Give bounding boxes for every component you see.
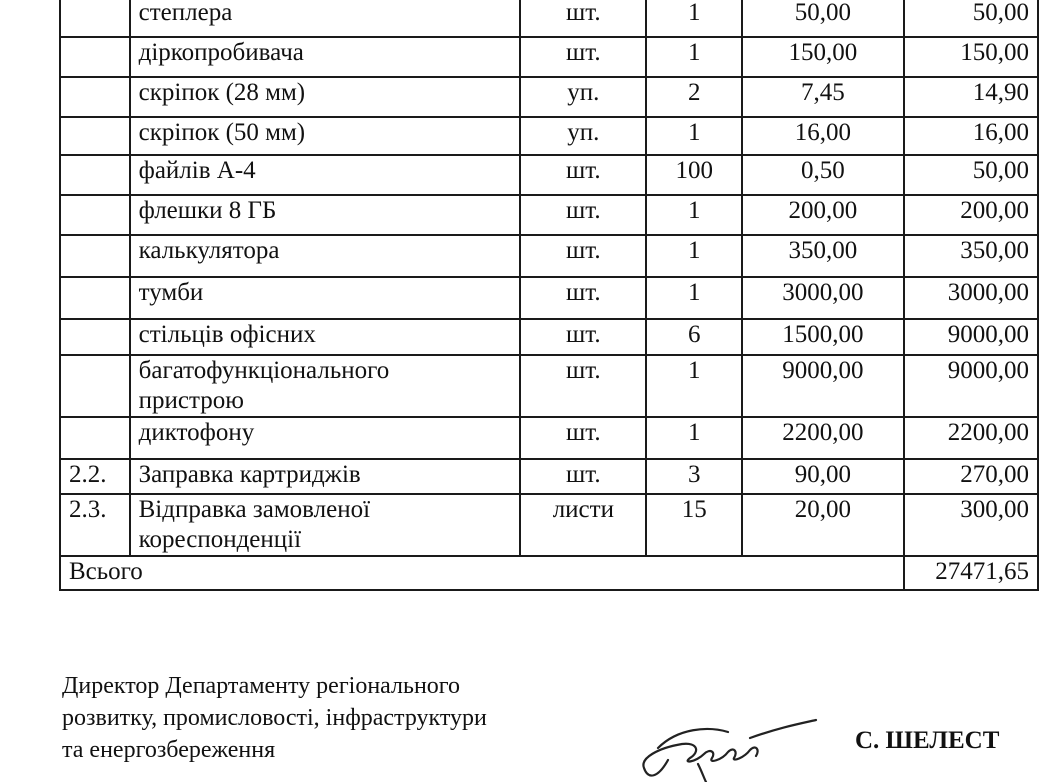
item-name-cell bbox=[130, 319, 521, 355]
price-cell: 9000,00 bbox=[742, 355, 903, 417]
item-name-line: скріпок (28 мм) bbox=[138, 79, 306, 106]
row-number-cell bbox=[60, 319, 130, 355]
item-name-line: діркопробивача bbox=[138, 39, 304, 66]
sum-cell: 50,00 bbox=[904, 155, 1038, 195]
table-row bbox=[60, 355, 1038, 417]
price-cell: 90,00 bbox=[742, 459, 903, 494]
item-name-line: скріпок (50 мм) bbox=[138, 119, 306, 146]
quantity-cell: 2 bbox=[646, 77, 742, 117]
table-row bbox=[60, 417, 1038, 459]
unit-cell: уп. bbox=[520, 117, 646, 155]
unit-cell: шт. bbox=[520, 417, 646, 459]
price-cell: 2200,00 bbox=[742, 417, 903, 459]
unit-cell: листи bbox=[520, 494, 646, 556]
price-cell: 50,00 bbox=[742, 0, 903, 37]
quantity-cell: 1 bbox=[646, 117, 742, 155]
sum-cell: 9000,00 bbox=[904, 319, 1038, 355]
row-number-cell bbox=[60, 235, 130, 277]
signatory-title-line: та енергозбереження bbox=[62, 737, 276, 763]
quantity-cell: 1 bbox=[646, 277, 742, 319]
table-row bbox=[60, 77, 1038, 117]
item-name-cell bbox=[130, 459, 521, 494]
total-row bbox=[60, 556, 1038, 590]
signatory-title-line: Директор Департаменту регіонального bbox=[62, 673, 461, 699]
row-number-cell bbox=[60, 77, 130, 117]
signatory-title-line: розвитку, промисловості, інфраструктури bbox=[62, 705, 487, 731]
sum-cell: 150,00 bbox=[904, 37, 1038, 77]
quantity-cell: 3 bbox=[646, 459, 742, 494]
unit-cell: шт. bbox=[520, 355, 646, 417]
unit-cell: шт. bbox=[520, 0, 646, 37]
price-cell: 7,45 bbox=[742, 77, 903, 117]
unit-cell: шт. bbox=[520, 319, 646, 355]
item-name-line: Відправка замовленої bbox=[138, 496, 371, 523]
table-row bbox=[60, 277, 1038, 319]
sum-cell: 2200,00 bbox=[904, 417, 1038, 459]
item-name-cell bbox=[130, 155, 521, 195]
sum-cell: 200,00 bbox=[904, 195, 1038, 235]
item-name-cell bbox=[130, 235, 521, 277]
item-name-line: калькулятора bbox=[138, 237, 280, 264]
item-name-line: флешки 8 ГБ bbox=[138, 197, 277, 224]
row-number-cell bbox=[60, 37, 130, 77]
row-number-cell bbox=[60, 117, 130, 155]
sum-cell: 14,90 bbox=[904, 77, 1038, 117]
expense-table bbox=[59, 0, 1039, 591]
table-row bbox=[60, 117, 1038, 155]
unit-cell: шт. bbox=[520, 37, 646, 77]
quantity-cell: 6 bbox=[646, 319, 742, 355]
quantity-cell: 15 bbox=[646, 494, 742, 556]
table-row bbox=[60, 0, 1038, 37]
item-name-cell bbox=[130, 277, 521, 319]
table-row bbox=[60, 319, 1038, 355]
expense-table-body bbox=[60, 0, 1038, 590]
table-row bbox=[60, 195, 1038, 235]
row-number-cell bbox=[60, 195, 130, 235]
unit-cell: уп. bbox=[520, 77, 646, 117]
sum-cell: 3000,00 bbox=[904, 277, 1038, 319]
quantity-cell: 1 bbox=[646, 355, 742, 417]
sum-cell: 350,00 bbox=[904, 235, 1038, 277]
quantity-cell: 1 bbox=[646, 0, 742, 37]
unit-cell: шт. bbox=[520, 277, 646, 319]
item-name-line: диктофону bbox=[138, 419, 255, 446]
price-cell: 16,00 bbox=[742, 117, 903, 155]
table-row bbox=[60, 494, 1038, 556]
row-number-cell bbox=[60, 277, 130, 319]
row-number-cell bbox=[60, 355, 130, 417]
item-name-cell bbox=[130, 77, 521, 117]
sum-cell: 50,00 bbox=[904, 0, 1038, 37]
row-number-cell: 2.2. bbox=[60, 459, 130, 494]
item-name-line: тумби bbox=[138, 279, 204, 306]
sum-cell: 9000,00 bbox=[904, 355, 1038, 417]
price-cell: 3000,00 bbox=[742, 277, 903, 319]
item-name-line: багатофункціонального bbox=[138, 357, 390, 384]
item-name-cell bbox=[130, 0, 521, 37]
quantity-cell: 1 bbox=[646, 235, 742, 277]
price-cell: 0,50 bbox=[742, 155, 903, 195]
item-name-cell bbox=[130, 195, 521, 235]
sum-cell: 300,00 bbox=[904, 494, 1038, 556]
price-cell: 350,00 bbox=[742, 235, 903, 277]
unit-cell: шт. bbox=[520, 459, 646, 494]
total-label: Всього bbox=[60, 556, 904, 590]
sum-cell: 16,00 bbox=[904, 117, 1038, 155]
row-number-cell bbox=[60, 155, 130, 195]
unit-cell: шт. bbox=[520, 195, 646, 235]
row-number-cell bbox=[60, 417, 130, 459]
signatory-title bbox=[62, 670, 622, 766]
price-cell: 150,00 bbox=[742, 37, 903, 77]
table-row bbox=[60, 37, 1038, 77]
item-name-cell bbox=[130, 417, 521, 459]
sum-cell: 270,00 bbox=[904, 459, 1038, 494]
table-row bbox=[60, 155, 1038, 195]
item-name-cell bbox=[130, 37, 521, 77]
handwritten-signature bbox=[638, 708, 818, 782]
item-name-line: Заправка картриджів bbox=[138, 461, 361, 488]
item-name-line: кореспонденції bbox=[138, 526, 302, 553]
table-row bbox=[60, 459, 1038, 494]
item-name-cell bbox=[130, 494, 521, 556]
unit-cell: шт. bbox=[520, 155, 646, 195]
signatory-name: С. ШЕЛЕСТ bbox=[855, 727, 1000, 754]
item-name-line: файлів А-4 bbox=[138, 157, 256, 184]
item-name-line: стільців офісних bbox=[138, 321, 316, 348]
item-name-cell bbox=[130, 117, 521, 155]
price-cell: 200,00 bbox=[742, 195, 903, 235]
item-name-line: пристрою bbox=[138, 387, 244, 414]
quantity-cell: 1 bbox=[646, 417, 742, 459]
price-cell: 20,00 bbox=[742, 494, 903, 556]
row-number-cell: 2.3. bbox=[60, 494, 130, 556]
table-row bbox=[60, 235, 1038, 277]
item-name-line: степлера bbox=[138, 0, 233, 26]
total-value: 27471,65 bbox=[904, 556, 1038, 590]
row-number-cell bbox=[60, 0, 130, 37]
quantity-cell: 100 bbox=[646, 155, 742, 195]
price-cell: 1500,00 bbox=[742, 319, 903, 355]
item-name-cell bbox=[130, 355, 521, 417]
quantity-cell: 1 bbox=[646, 37, 742, 77]
quantity-cell: 1 bbox=[646, 195, 742, 235]
unit-cell: шт. bbox=[520, 235, 646, 277]
